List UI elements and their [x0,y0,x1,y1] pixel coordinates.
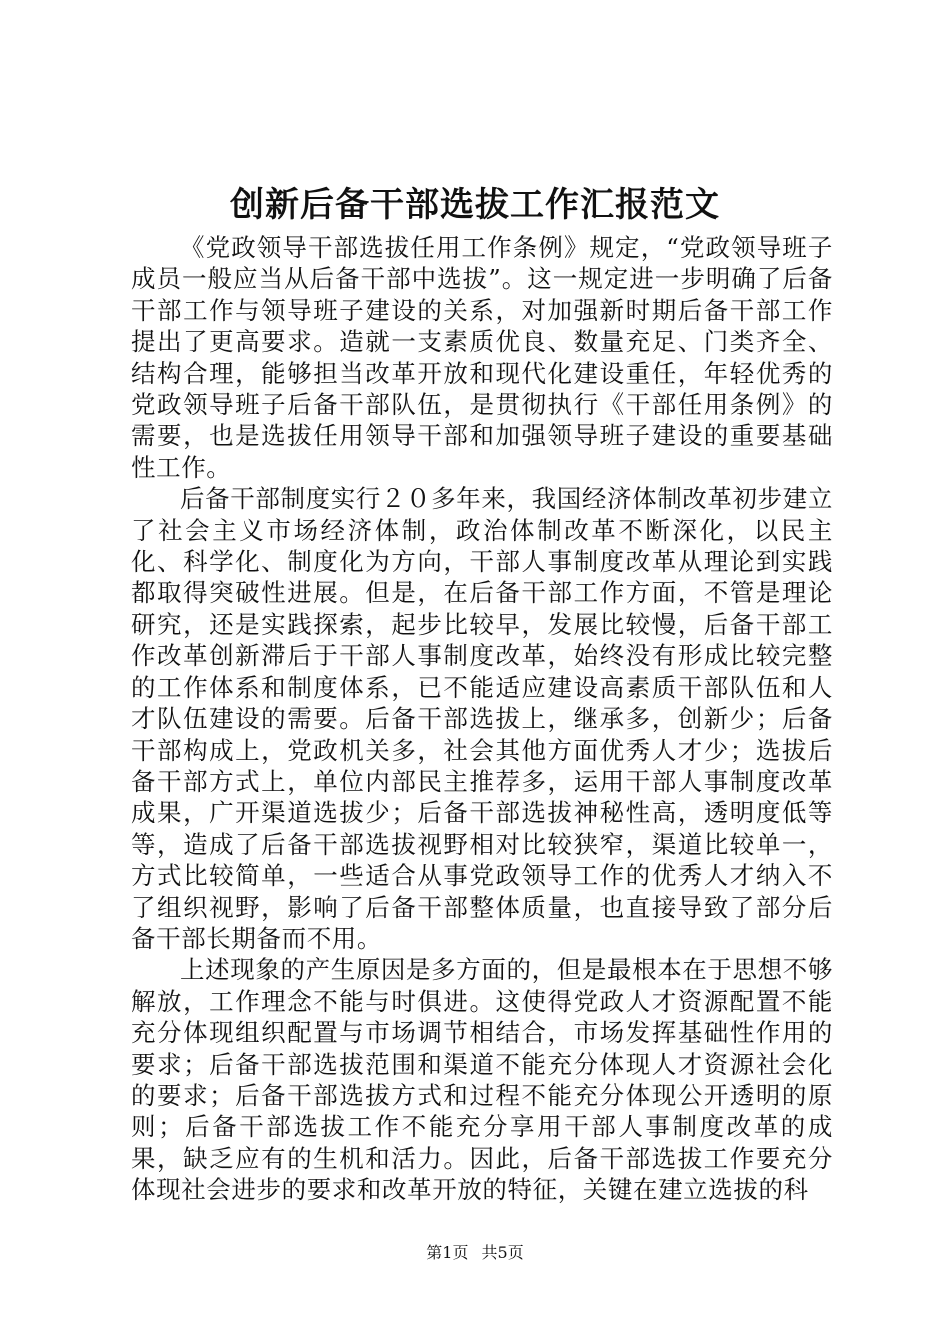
page-total: 共5页 [481,1243,524,1262]
paragraph: 《党政领导干部选拔任用工作条例》规定，“党政领导班子成员一般应当从后备干部中选拔”。这一规定进一步明确了后备干部工作与领导班子建设的关系，对加强新时期后备干部工作提出了更高要求。造就一支素质优良、数量充足、门类齐全、结构合理，能够担当改革开放和现代化建设重任，年轻优秀的党政领导班子后备干部队伍，是贯彻执行《干部任用条例》的需要，也是选拔任用领导干部和加强领导班子建设的重要基础性工作。 [131,233,833,482]
paragraph: 后备干部制度实行２０多年来，我国经济体制改革初步建立了社会主义市场经济体制，政治体制改革不断深化，以民主化、科学化、制度化为方向，干部人事制度改革从理论到实践都取得突破性进展。但是，在后备干部工作方面，不管是理论研究，还是实践探索，起步比较早，发展比较慢，后备干部工作改革创新滞后于干部人事制度改革，始终没有形成比较完整的工作体系和制度体系，已不能适应建设高素质干部队伍和人才队伍建设的需要。后备干部选拔上，继承多，创新少；后备干部构成上，党政机关多，社会其他方面优秀人才少；选拔后备干部方式上，单位内部民主推荐多，运用干部人事制度改革成果，广开渠道选拔少；后备干部选拔神秘性高，透明度低等等，造成了后备干部选拔视野相对比较狭窄，渠道比较单一，方式比较简单，一些适合从事党政领导工作的优秀人才纳入不了组织视野，影响了后备干部整体质量，也直接导致了部分后备干部长期备而不用。 [131,484,833,953]
document-title: 创新后备干部选拔工作汇报范文 [230,185,720,225]
paragraph: 上述现象的产生原因是多方面的，但是最根本在于思想不够解放，工作理念不能与时俱进。这使得党政人才资源配置不能充分体现组织配置与市场调节相结合，市场发挥基础性作用的要求；后备干部选拔范围和渠道不能充分体现人才资源社会化的要求；后备干部选拔方式和过程不能充分体现公开透明的原则；后备干部选拔工作不能充分享用干部人事制度改革的成果，缺乏应有的生机和活力。因此，后备干部选拔工作要充分体现社会进步的要求和改革开放的特征，关键在建立选拔的科 [131,955,833,1205]
page-number: 第1页 [426,1243,469,1262]
page-footer [0,1243,950,1263]
document-body [131,232,833,1206]
